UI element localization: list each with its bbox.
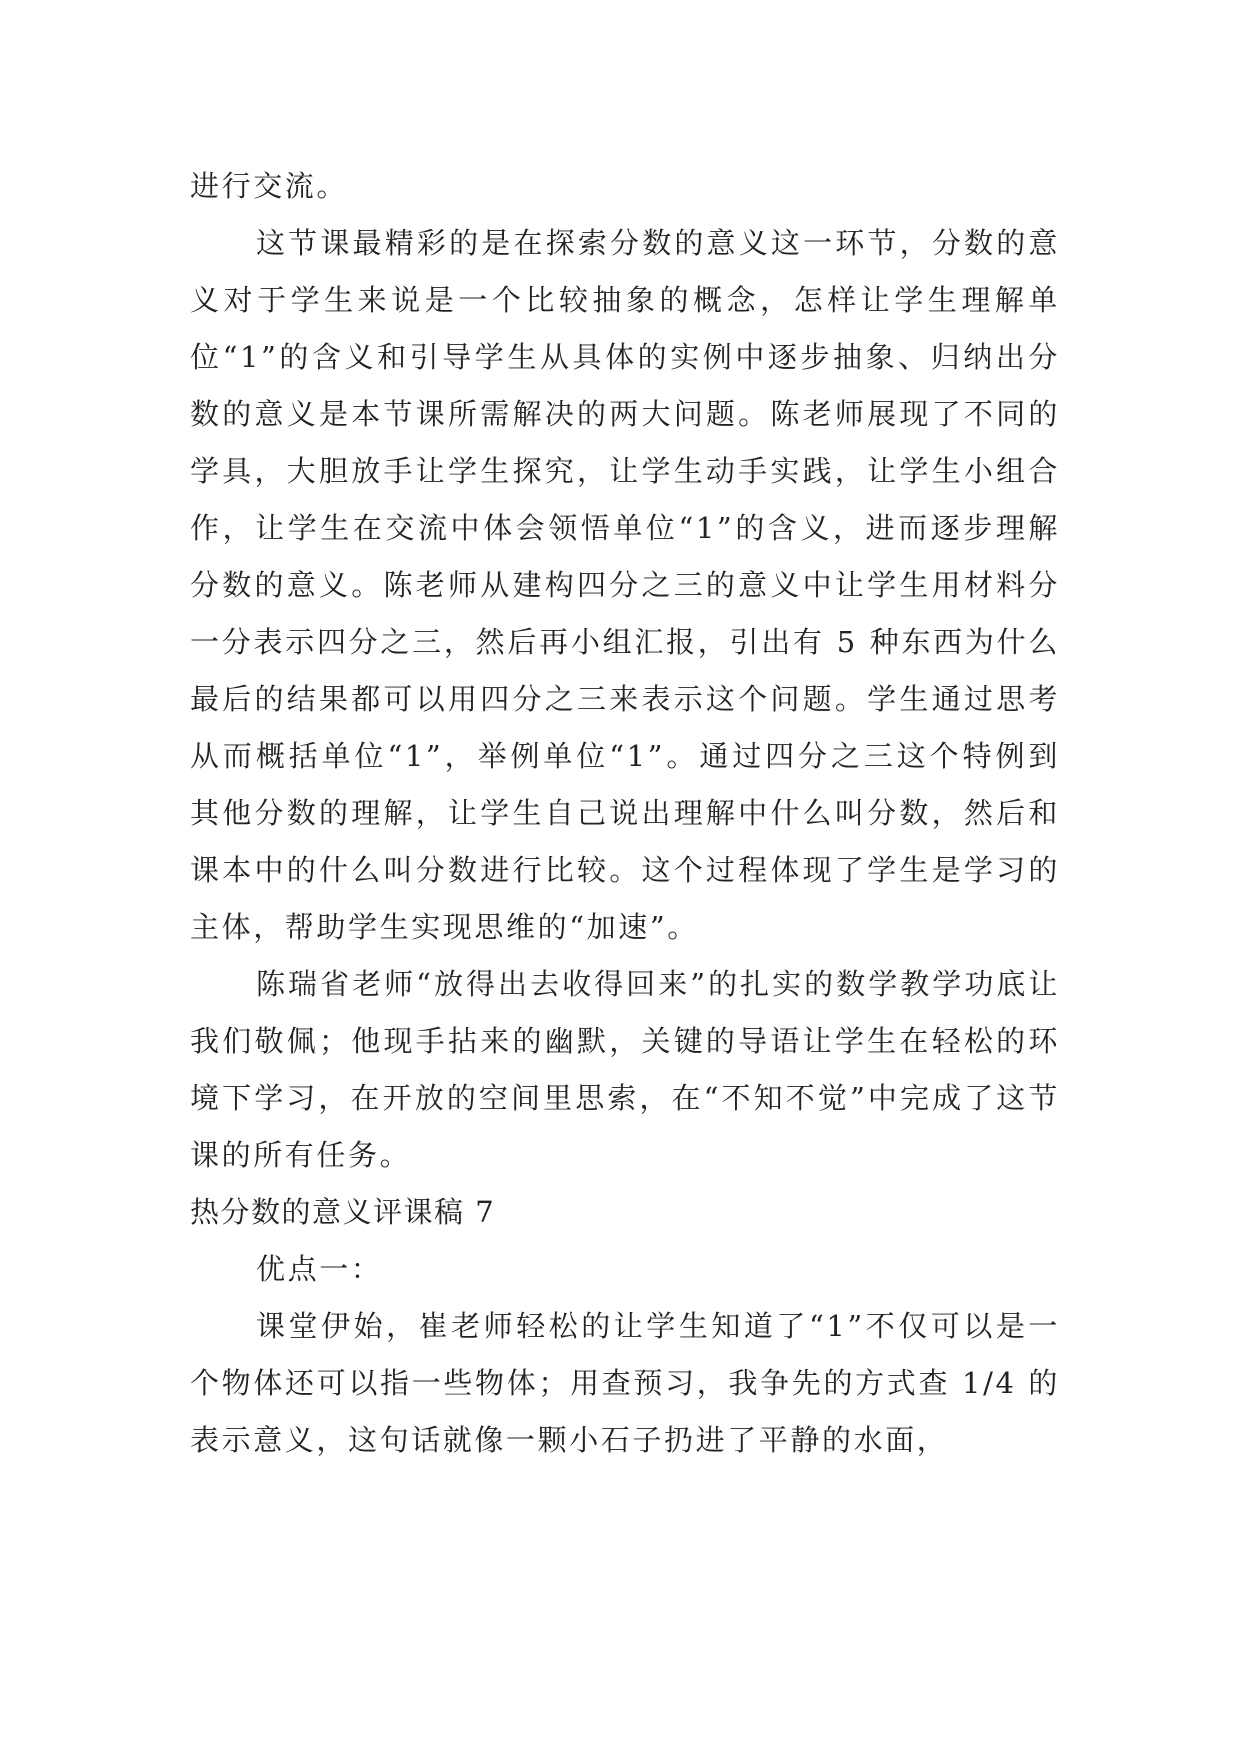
paragraph-teacher-praise: 陈瑞省老师“放得出去收得回来”的扎实的数学教学功底让我们敬佩；他现手拈来的幽默，关键的导语让学生在轻松的环境下学习，在开放的空间里思索，在“不知不觉”中完成了这节课的所有任务。 (190, 967, 1060, 1172)
paragraph-continuation: 进行交流。 (190, 169, 349, 203)
section-heading: 热分数的意义评课稿 7 (190, 1195, 496, 1229)
paragraph-class-opening: 课堂伊始，崔老师轻松的让学生知道了“1”不仅可以是一个物体还可以指一些物体；用查预习，我争先的方式查 1/4 的表示意义，这句话就像一颗小石子扔进了平静的水面， (190, 1309, 1060, 1457)
paragraph-lesson-highlight: 这节课最精彩的是在探索分数的意义这一环节，分数的意义对于学生来说是一个比较抽象的概念，怎样让学生理解单位“1”的含义和引导学生从具体的实例中逐步抽象、归纳出分数的意义是本节课所需解决的两大问题。陈老师展现了不同的学具，大胆放手让学生探究，让学生动手实践，让学生小组合作，让学生在交流中体会领悟单位“1”的含义，进而逐步理解分数的意义。陈老师从建构四分之三的意义中让学生用材料分一分表示四分之三，然后再小组汇报，引出有 5 种东西为什么最后的结果都可以用四分之三来表示这个问题。学生通过思考从而概括单位“1”，举例单位“1”。通过四分之三这个特例到其他分数的理解，让学生自己说出理解中什么叫分数，然后和课本中的什么叫分数进行比较。这个过程体现了学生是学习的主体，帮助学生实现思维的“加速”。 (190, 226, 1060, 944)
paragraph-advantage-label: 优点一： (256, 1252, 383, 1286)
document-body (190, 158, 1060, 1469)
